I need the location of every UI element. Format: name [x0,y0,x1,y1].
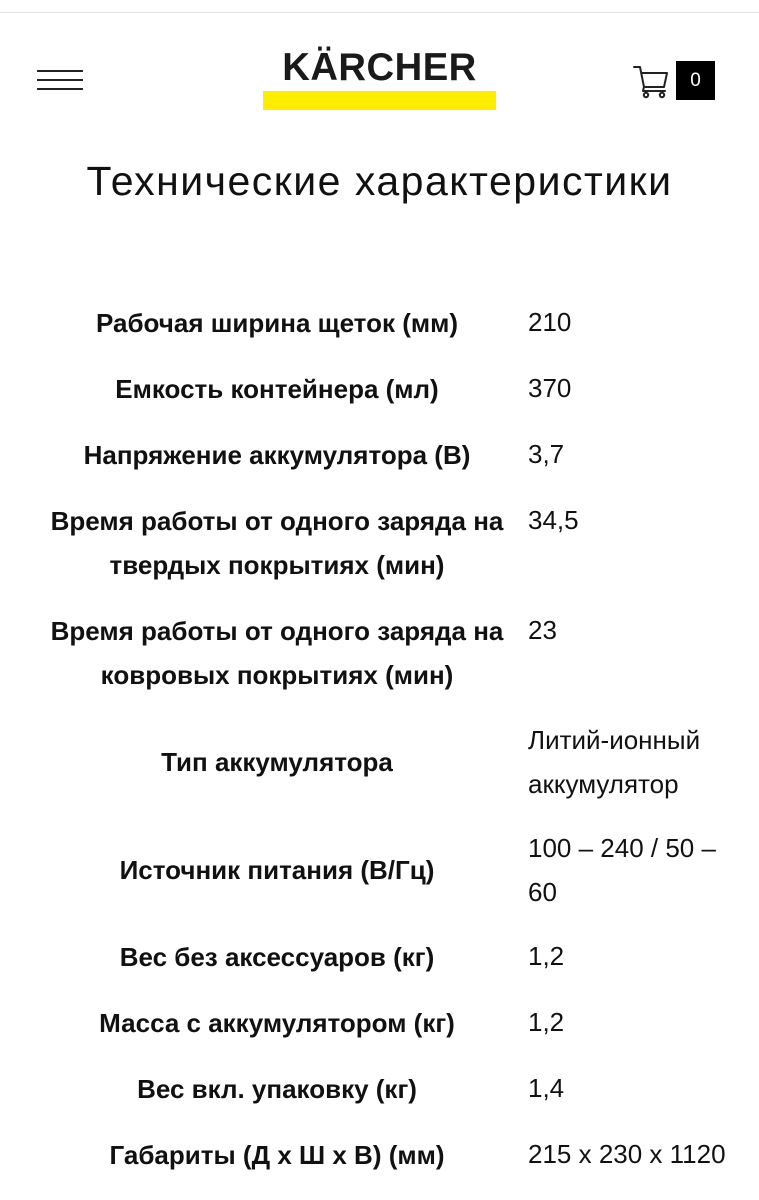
spec-value: 100 – 240 / 50 – 60 [528,833,716,907]
spec-value: 34,5 [528,505,579,535]
spec-value: Литий-ионный аккумулятор [528,725,701,799]
spec-row [0,290,759,356]
spec-value: 1,2 [528,941,565,971]
spec-row [0,990,759,1056]
spec-row [0,422,759,488]
spec-value: 215 x 230 x 1120 [528,1139,726,1169]
spec-label: Масса с аккумулятором (кг) [99,1008,455,1038]
logo-text: KÄRCHER [282,46,477,89]
spec-value: 370 [528,373,572,403]
spec-row [0,708,759,816]
spec-label: Вес вкл. упаковку (кг) [137,1074,417,1104]
top-divider [0,12,759,13]
page-title: Технические характеристики [86,158,673,204]
spec-label: Время работы от одного заряда на твердых покрытиях (мин) [50,506,504,580]
spec-table [0,290,759,1188]
spec-label: Источник питания (В/Гц) [119,855,435,885]
spec-row [0,816,759,924]
spec-value: 1,4 [528,1073,565,1103]
spec-label: Тип аккумулятора [161,747,393,777]
menu-line [37,88,83,90]
spec-row [0,1056,759,1122]
spec-value: 1,2 [528,1007,565,1037]
logo-yellow-bar [263,91,496,110]
spec-value: 3,7 [528,439,565,469]
spec-row [0,1122,759,1188]
spec-label: Время работы от одного заряда на ковровых покрытиях (мин) [50,616,504,690]
cart-count-badge[interactable]: 0 [676,61,715,100]
spec-label: Рабочая ширина щеток (мм) [96,308,458,338]
menu-line [37,70,83,72]
shopping-cart-icon[interactable] [632,63,670,99]
menu-line [37,79,83,81]
spec-label: Емкость контейнера (мл) [115,374,439,404]
spec-value: 23 [528,615,557,645]
spec-row [0,356,759,422]
spec-row [0,488,759,598]
spec-label: Габариты (Д x Ш x В) (мм) [109,1140,445,1170]
spec-row [0,598,759,708]
spec-value: 210 [528,307,572,337]
spec-label: Напряжение аккумулятора (В) [83,440,471,470]
hamburger-menu-icon[interactable] [37,68,83,92]
spec-label: Вес без аксессуаров (кг) [119,942,435,972]
spec-row [0,924,759,990]
karcher-logo[interactable] [263,46,496,111]
